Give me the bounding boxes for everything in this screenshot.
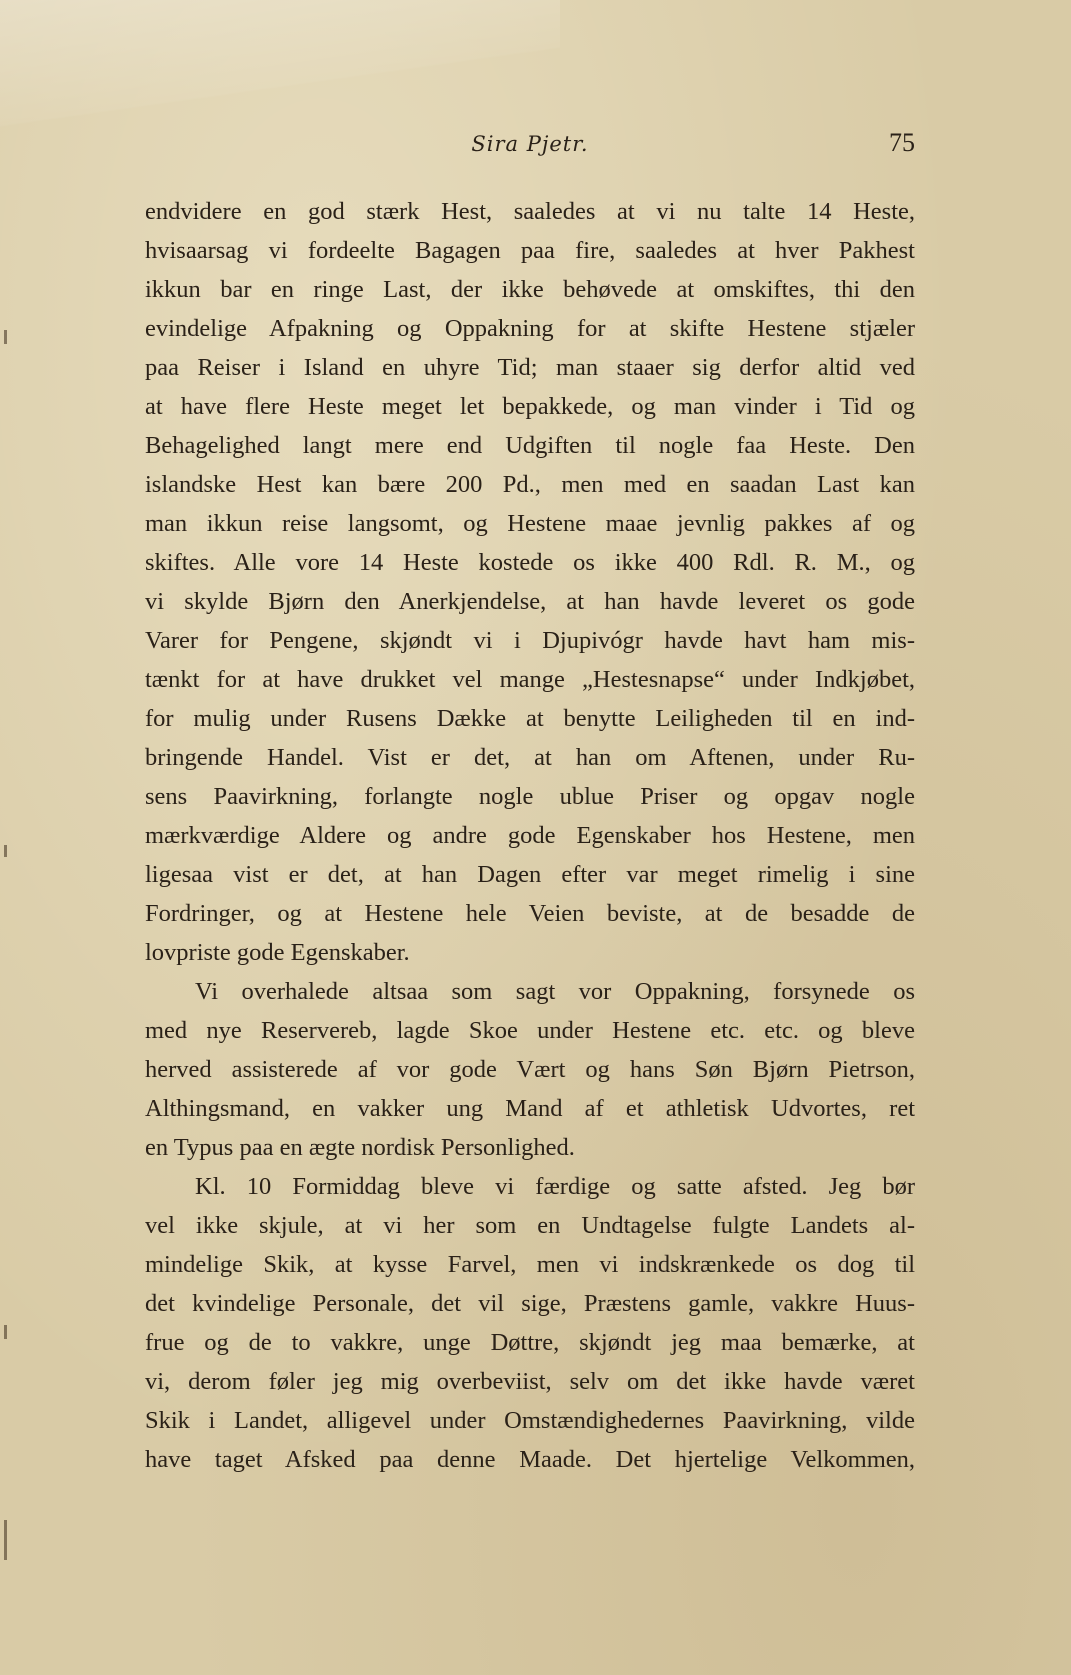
edge-mark xyxy=(4,1520,7,1560)
text-line: Skik i Landet, alligevel under Omstændighedernes Paavirkning, vilde xyxy=(145,1407,915,1434)
text-line: lovpriste gode Egenskaber. xyxy=(145,939,410,966)
text-line: Fordringer, og at Hestene hele Veien beviste, at de besadde de xyxy=(145,900,915,927)
text-line: frue og de to vakkre, unge Døttre, skjøndt jeg maa bemærke, at xyxy=(145,1329,915,1356)
edge-mark xyxy=(4,1325,7,1339)
text-line: at have flere Heste meget let bepakkede, og man vinder i Tid og xyxy=(145,393,915,420)
text-line: Vi overhalede altsaa som sagt vor Oppakning, forsynede os xyxy=(195,978,915,1005)
text-line: mindelige Skik, at kysse Farvel, men vi indskrænkede os dog til xyxy=(145,1251,915,1278)
text-line: herved assisterede af vor gode Vært og hans Søn Bjørn Pietrson, xyxy=(145,1056,915,1083)
text-line: hvisaarsag vi fordeelte Bagagen paa fire, saaledes at hver Pakhest xyxy=(145,237,915,264)
text-line: Kl. 10 Formiddag bleve vi færdige og satte afsted. Jeg bør xyxy=(195,1173,915,1200)
text-line: det kvindelige Personale, det vil sige, Præstens gamle, vakkre Huus- xyxy=(145,1290,915,1317)
text-line: med nye Reservereb, lagde Skoe under Hestene etc. etc. og bleve xyxy=(145,1017,915,1044)
text-line: evindelige Afpakning og Oppakning for at skifte Hestene stjæler xyxy=(145,315,915,342)
text-line: ikkun bar en ringe Last, der ikke behøvede at omskiftes, thi den xyxy=(145,276,915,303)
text-line: sens Paavirkning, forlangte nogle ublue Priser og opgav nogle xyxy=(145,783,915,810)
page-header xyxy=(145,128,915,172)
text-line: Varer for Pengene, skjøndt vi i Djupivógr havde havt ham mis- xyxy=(145,627,915,654)
text-line: vel ikke skjule, at vi her som en Undtagelse fulgte Landets al- xyxy=(145,1212,915,1239)
text-line: en Typus paa en ægte nordisk Personlighed. xyxy=(145,1134,575,1161)
text-line: skiftes. Alle vore 14 Heste kostede os ikke 400 Rdl. R. M., og xyxy=(145,549,915,576)
text-line: islandske Hest kan bære 200 Pd., men med en saadan Last kan xyxy=(145,471,915,498)
body-text xyxy=(145,192,915,1479)
text-line: endvidere en god stærk Hest, saaledes at vi nu talte 14 Heste, xyxy=(145,198,915,225)
page-fold-shading xyxy=(0,0,560,130)
text-line: ligesaa vist er det, at han Dagen efter var meget rimelig i sine xyxy=(145,861,915,888)
text-line: paa Reiser i Island en uhyre Tid; man staaer sig derfor altid ved xyxy=(145,354,915,381)
text-line: bringende Handel. Vist er det, at han om Aftenen, under Ru- xyxy=(145,744,915,771)
text-line: have taget Afsked paa denne Maade. Det hjertelige Velkommen, xyxy=(145,1446,915,1473)
edge-mark xyxy=(4,845,7,857)
text-line: vi skylde Bjørn den Anerkjendelse, at han havde leveret os gode xyxy=(145,588,915,615)
text-line: vi, derom føler jeg mig overbeviist, selv om det ikke havde været xyxy=(145,1368,915,1395)
running-head: Sira Pjetr. xyxy=(471,132,589,156)
edge-mark xyxy=(4,330,7,344)
text-line: tænkt for at have drukket vel mange „Hestesnapse“ under Indkjøbet, xyxy=(145,666,915,693)
text-line: mærkværdige Aldere og andre gode Egenskaber hos Hestene, men xyxy=(145,822,915,849)
text-line: Althingsmand, en vakker ung Mand af et athletisk Udvortes, ret xyxy=(145,1095,915,1122)
text-line: Behagelighed langt mere end Udgiften til nogle faa Heste. Den xyxy=(145,432,915,459)
text-line: for mulig under Rusens Dække at benytte Leiligheden til en ind- xyxy=(145,705,915,732)
page-number: 75 xyxy=(889,128,915,157)
text-line: man ikkun reise langsomt, og Hestene maae jevnlig pakkes af og xyxy=(145,510,915,537)
